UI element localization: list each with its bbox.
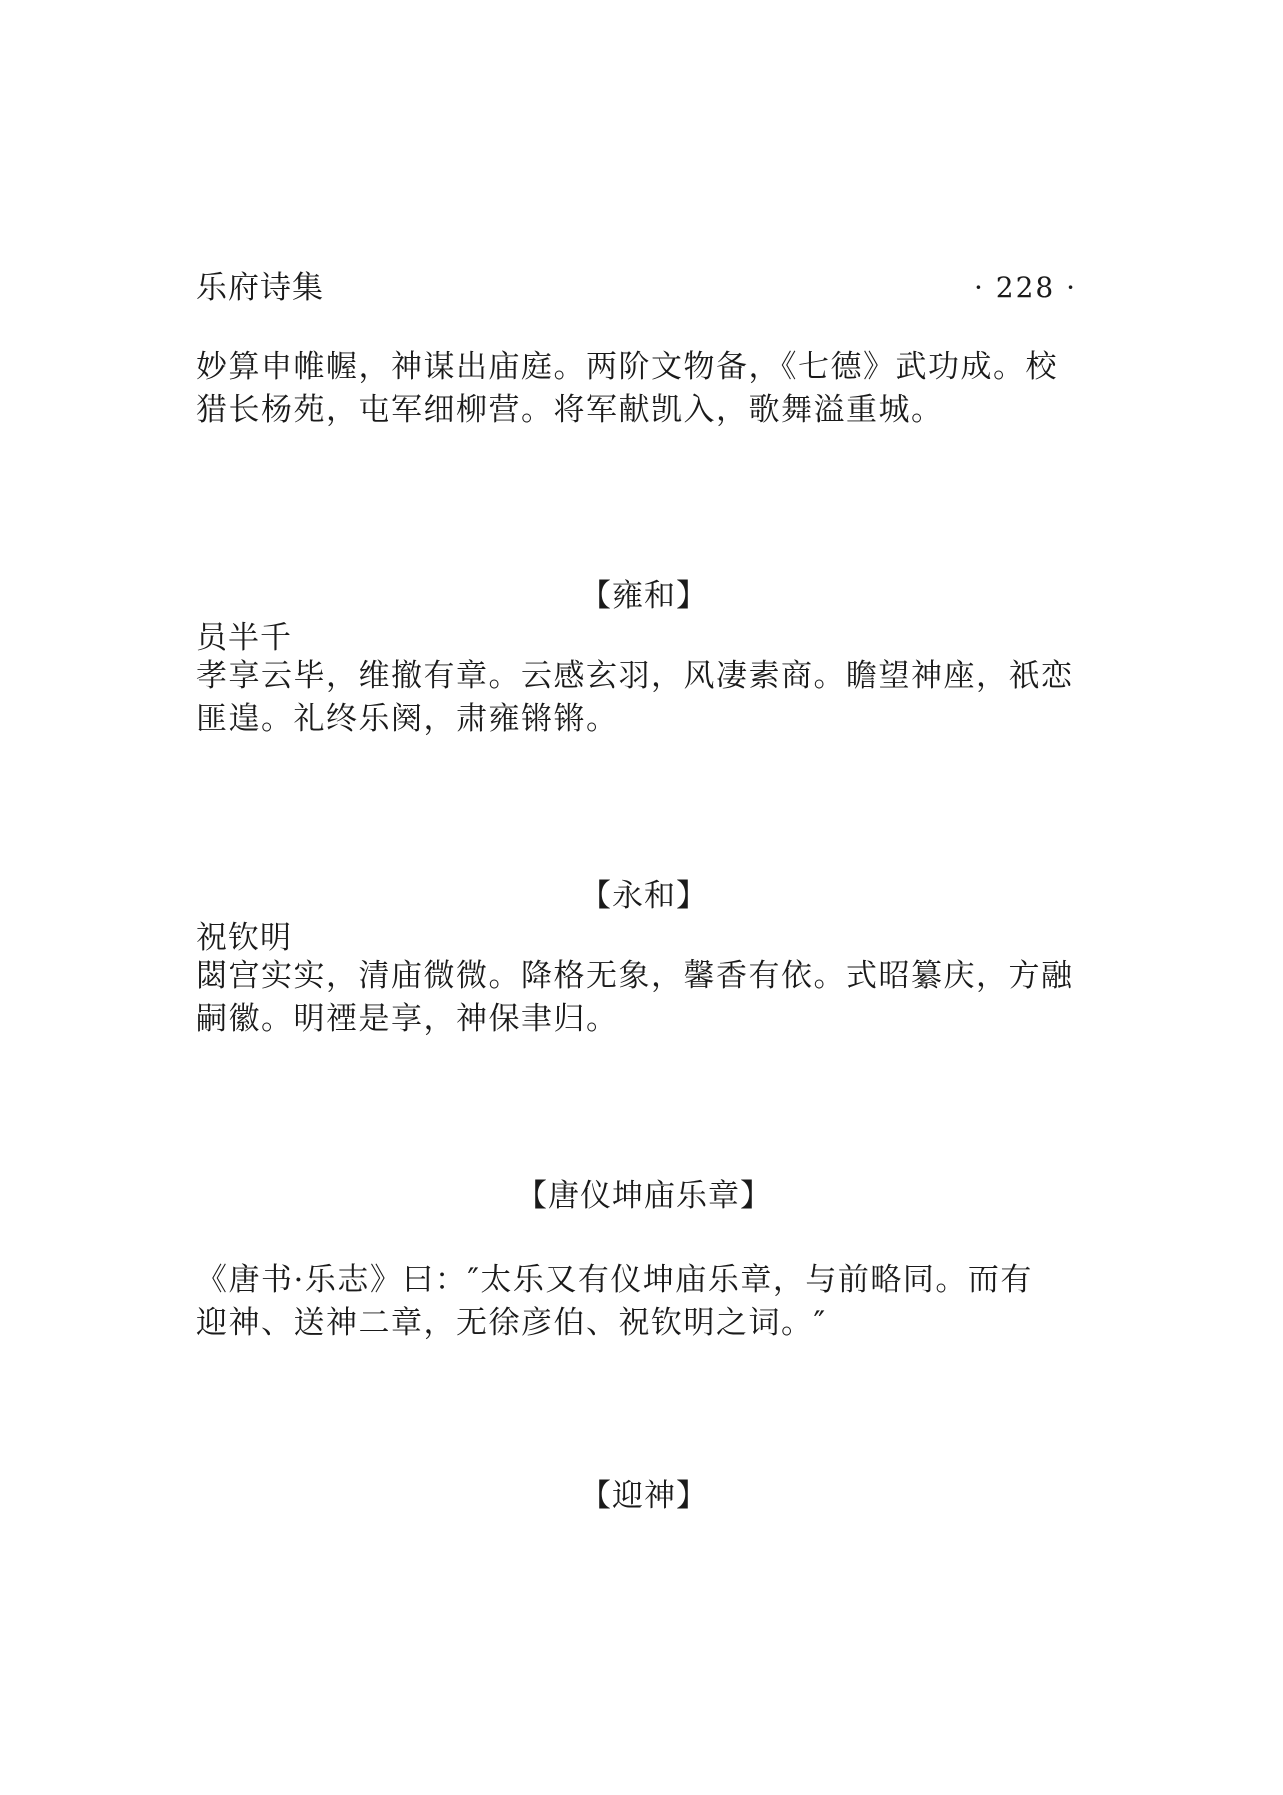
poem-paragraph [196,955,1092,1041]
text-line: 《唐书·乐志》曰：″太乐又有仪坤庙乐章，与前略同。而有 [196,1262,1033,1298]
text-line: 閟宫实实，清庙微微。降格无象，馨香有依。式昭纂庆，方融 [196,958,1074,994]
text-line: 孝享云毕，维撤有章。云感玄羽，风凄素商。瞻望神座，祇恋 [196,658,1074,694]
text-line: 匪遑。礼终乐阕，肃雍锵锵。 [196,701,619,737]
section-title-yonghe-2: 【永和】 [580,878,708,914]
section-title-yonghe: 【雍和】 [580,578,708,614]
author-name: 员半千 [196,620,292,656]
intro-paragraph [196,346,1092,432]
section-title-yingshen: 【迎神】 [580,1478,708,1514]
page-number: · 228 · [973,271,1077,304]
text-line: 嗣徽。明禋是享，神保聿归。 [196,1001,619,1037]
text-line: 妙算申帷幄，神谋出庙庭。两阶文物备，《七德》武功成。校 [196,349,1058,385]
book-title: 乐府诗集 [196,270,324,306]
poem-paragraph [196,655,1092,741]
text-line: 猎长杨苑，屯军细柳营。将军献凯入，歌舞溢重城。 [196,392,944,428]
quote-paragraph [196,1259,1092,1345]
author-name: 祝钦明 [196,920,292,956]
text-line: 迎神、送神二章，无徐彦伯、祝钦明之词。″ [196,1305,827,1341]
section-title-yikun-temple: 【唐仪坤庙乐章】 [516,1178,772,1214]
